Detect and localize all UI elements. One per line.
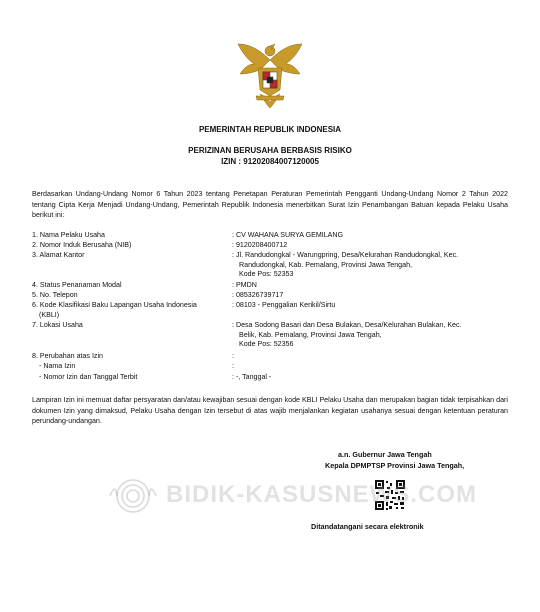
field-business-location (32, 321, 508, 351)
field-label: 4. Status Penanaman Modal (32, 281, 122, 289)
field-value: : 085326739717 (232, 291, 284, 299)
field-label-line-2: (KBLI) (39, 310, 60, 319)
intro-paragraph: Berdasarkan Undang-Undang Nomor 6 Tahun 2023 tentang Penetapan Peraturan Pemerintah Pengganti Undang-Undang Nomor 2 Tahun 2022 tentang Cipta Kerja Menjadi Undang-Undang, Pemerintah Republik Indonesia menerbitkan Surat Izin Penambangan Batuan kepada Pelaku Usaha berikut ini: (32, 190, 508, 219)
permit-title: PERIZINAN BERUSAHA BERBASIS RISIKO (188, 146, 352, 155)
field-value: : Desa Sodong Basari dan Desa Bulakan, Desa/Kelurahan Bulakan, Kec. (232, 321, 462, 329)
field-office-address (32, 251, 508, 281)
government-title: PEMERINTAH REPUBLIK INDONESIA (198, 125, 342, 134)
field-label: 1. Nama Pelaku Usaha (32, 231, 105, 239)
field-value: : -, Tanggal - (232, 373, 272, 381)
field-value: : Jl. Randudongkal - Warungpring, Desa/Kelurahan Randudongkal, Kec. (232, 251, 459, 259)
watermark-logo-icon (108, 474, 158, 518)
field-value-block (232, 251, 508, 280)
field-label: - Nama Izin (39, 362, 76, 370)
field-value-line-2: Belik, Kab. Pemalang, Provinsi Jawa Tengah, (239, 330, 382, 339)
field-label-block (32, 301, 228, 320)
field-label: 3. Alamat Kantor (32, 251, 85, 259)
field-value: : CV WAHANA SURYA GEMILANG (232, 231, 344, 239)
signature-office: Kepala DPMPTSP Provinsi Jawa Tengah, (325, 461, 465, 470)
field-label: - Nomor Izin dan Tanggal Terbit (39, 373, 138, 381)
signature-on-behalf: a.n. Gubernur Jawa Tengah (338, 450, 432, 459)
field-label: 6. Kode Klasifikasi Baku Lapangan Usaha Indonesia (32, 301, 197, 309)
field-value: : (232, 352, 234, 360)
field-label: 8. Perubahan atas Izin (32, 352, 103, 360)
field-kbli (32, 301, 508, 321)
field-value: : PMDN (232, 281, 257, 289)
field-value-line-2: Randudongkal, Kab. Pemalang, Provinsi Jawa Tengah, (239, 260, 412, 269)
field-value-line-3: Kode Pos: 52356 (239, 340, 294, 349)
field-label: 7. Lokasi Usaha (32, 321, 83, 329)
closing-paragraph: Lampiran Izin ini memuat daftar persyaratan dan/atau kewajiban sesuai dengan kode KBLI Pelaku Usaha dan merupakan bagian tidak terpisahkan dari dokumen Izin yang dimaksud, Pelaku Usaha dengan Izin tersebut di atas wajib menjalankan kegiatan usahanya sesuai dengan ketentuan peraturan perundang-undangan. (32, 396, 508, 425)
field-value: : 9120208400712 (232, 241, 288, 249)
field-value: : (232, 362, 234, 370)
watermark-text: BIDIK-KASUSNEWS.COM (166, 481, 477, 508)
garuda-emblem-icon (236, 38, 304, 112)
electronic-signature-note: Ditandatangani secara elektronik (311, 522, 424, 531)
field-label: 5. No. Telepon (32, 291, 78, 299)
field-label: 2. Nomor Induk Berusaha (NIB) (32, 241, 132, 249)
field-value-block (232, 321, 508, 350)
permit-id: IZIN : 91202084007120005 (221, 157, 319, 166)
field-value-line-3: Kode Pos: 52353 (239, 270, 294, 279)
field-value: : 08103 - Penggalian Kerikil/Sirtu (232, 301, 336, 309)
